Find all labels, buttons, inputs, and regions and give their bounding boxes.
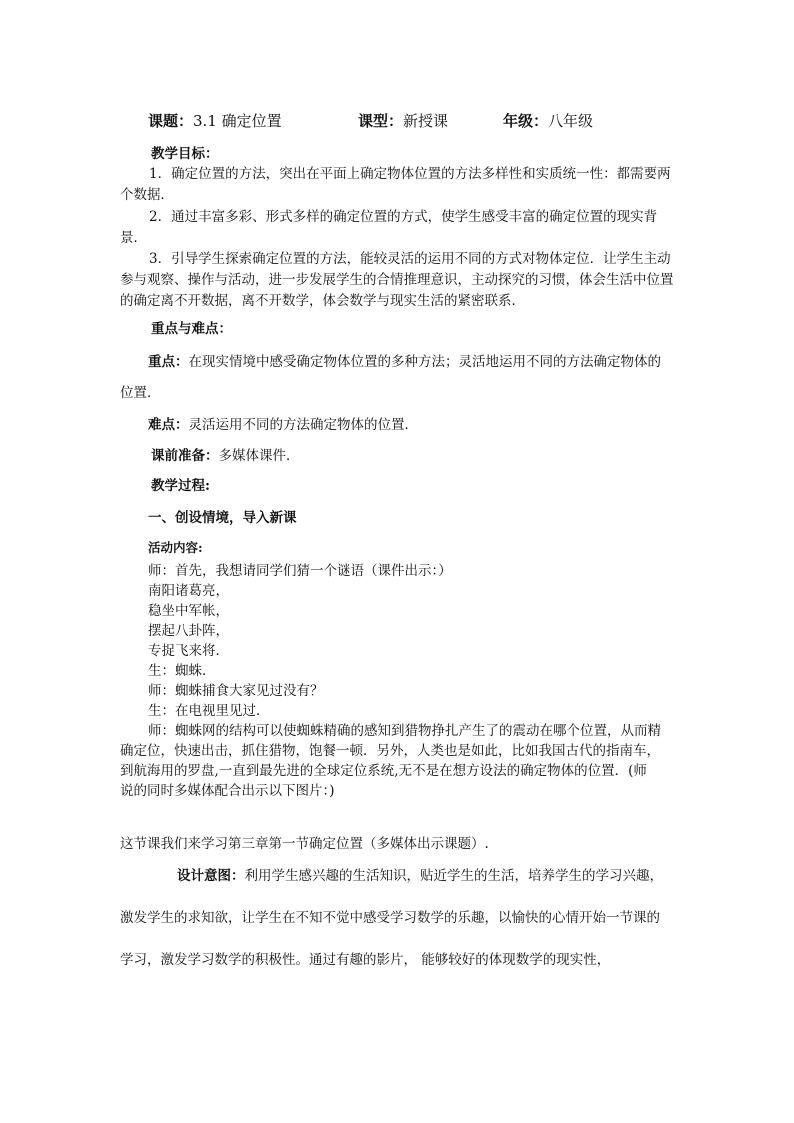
riddle-line: 专捉飞来将． [148,643,229,659]
design-intent-text: 利用学生感兴趣的生活知识，贴近学生的生活，培养学生的学习兴趣， [244,868,663,884]
difficult-point-label: 难点： [148,417,189,433]
lesson-intro: 这节课我们来学习第三章第一节确定位置（多媒体出示课题）. [120,836,489,852]
riddle-line: 南阳诸葛亮， [148,583,229,599]
key-point-line-1 [148,350,661,370]
difficult-point-text: 灵活运用不同的方法确定物体的位置． [188,417,418,433]
dialog-line: 师：首先，我想请同学们猜一个谜语（课件出示：） [148,563,452,579]
dialog-block [148,561,661,741]
topic-label: 课题： [148,112,194,130]
dialog-line: 师：蜘蛛捕食大家见过没有？ [148,683,324,699]
objective-item-3: 3．引导学生探索确定位置的方法，能较灵活的运用不同的方式对物体定位．让学生主动参与观察、操作与活动，进一步发展学生的合情推理意识，主动探究的习惯，体会生活中位置的确定离不开数据，离不开数学，体会数学与现实生活的紧密联系． [120,251,674,309]
grade-value: 八年级 [548,112,594,130]
key-point-line-2: 位置． [120,385,161,401]
design-intent-line-3: 学习，激发学习数学的积极性。通过有趣的影片， 能够较好的体现数学的现实性， [120,952,611,968]
lesson-type-label: 课型： [358,112,404,130]
design-intent-line-2: 激发学生的求知欲，让学生在不知不觉中感受学习数学的乐趣，以愉快的心情开始一节课的 [120,910,660,926]
dialog-line: 说的同时多媒体配合出示以下图片：) [120,783,335,799]
key-points-heading: 重点与难点： [151,321,232,337]
key-point-label: 重点： [148,354,189,370]
riddle-line: 摆起八卦阵， [148,623,229,639]
dialog-line: 师：蜘蛛网的结构可以使蜘蛛精确的感知到猎物挣扎产生了的震动在哪个位置，从而精 [148,723,661,739]
dialog-line: 确定位，快速出击，抓住猎物，饱餐一顿．另外，人类也是如此，比如我国古代的指南车， [120,743,660,759]
design-intent-line-1 [177,864,663,884]
design-intent-label: 设计意图： [177,868,245,884]
dialog-continuation [120,741,660,801]
preparation [151,444,300,464]
section-1-heading: 一、创设情境，导入新课 [148,510,297,526]
grade-field [503,110,593,131]
process-heading: 教学过程: [151,478,210,494]
activity-label: 活动内容: [148,540,203,555]
preparation-label: 课前准备： [151,448,219,464]
key-point-text: 在现实情境中感受确定物体位置的多种方法；灵活地运用不同的方法确定物体的 [188,354,661,370]
objective-item-1: 1．确定位置的方法，突出在平面上确定物体位置的方法多样性和实质统一性：都需要两个数据． [120,166,671,203]
grade-label: 年级： [503,112,549,130]
preparation-text: 多媒体课件． [218,448,300,464]
topic-value: 3.1 确定位置 [193,112,282,130]
topic-field [148,110,282,131]
riddle-line: 稳坐中军帐， [148,603,229,619]
lesson-type-field [358,110,448,131]
dialog-line: 生：在电视里见过． [148,703,270,719]
difficult-point [148,413,418,433]
lesson-type-value: 新授课 [403,112,449,130]
dialog-line: 生：蜘蛛． [148,663,216,679]
dialog-line: 到航海用的罗盘,一直到最先进的全球定位系统,无不是在想方设法的确定物体的位置．(师 [120,763,647,779]
objectives-heading: 教学目标： [151,146,219,162]
objective-item-2: 2．通过丰富多彩、形式多样的确定位置的方式，使学生感受丰富的确定位置的现实背景． [120,209,658,246]
